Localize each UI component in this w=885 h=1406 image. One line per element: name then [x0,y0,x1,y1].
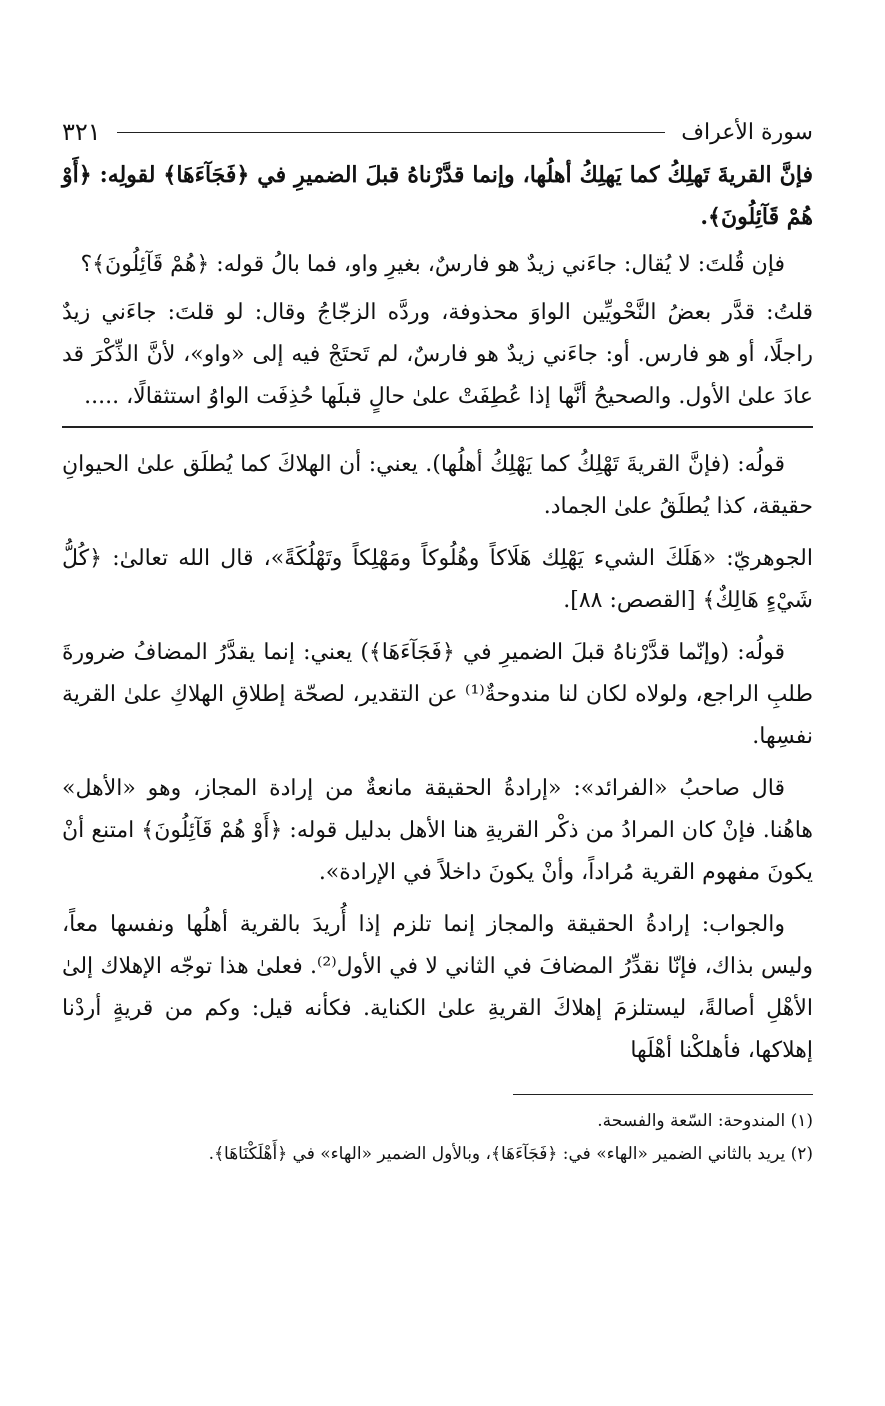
page-number: ٣٢١ [62,118,101,146]
commentary-paragraph: قال صاحبُ «الفرائد»: «إرادةُ الحقيقة مانعةٌ من إرادة المجاز، وهو «الأهل» هاهُنا. فإنْ كان المرادُ من ذكْر القريةِ هنا الأهل بدليل قوله: ﴿أَوْ هُمْ قَآئِلُونَ﴾ امتنع أنْ يكونَ مفهوم القرية مُراداً، وأنْ يكونَ داخلاً في الإرادة». [62,776,813,885]
main-paragraph: فإن قُلتَ: لا يُقال: جاءَني زيدٌ هو فارسٌ، بغيرِ واو، فما بالُ قوله: ﴿هُمْ قَآئِلُونَ﴾؟ [80,252,785,277]
commentary-paragraph: والجواب: إرادةُ الحقيقة والمجاز إنما تلزم إذا أُريدَ بالقرية أهلُها ونفسها معاً، وليس بذاك، فإنّا نقدِّرُ المضافَ في الثاني لا في الأول⁽²⁾. فعلىٰ هذا توجّه الإهلاك إلىٰ الأهْلِ أصالةً، ليستلزمَ إهلاكَ القريةِ علىٰ الكناية. فكأنه قيل: وكم من قريةٍ أردْنا إهلاكها، فأهلكْنا أهْلَها [62,912,813,1063]
surah-title: سورة الأعراف [681,119,813,145]
page-header [62,110,813,154]
footnote: (٢) يريد بالثاني الضمير «الهاء» في: ﴿فَجَآءَهَا﴾، وبالأول الضمير «الهاء» في ﴿أَهْلَكْنَاهَا﴾. [208,1144,813,1164]
book-page [62,110,813,1171]
commentary-paragraph: قولُه: (فإنَّ القريةَ تَهْلِكُ كما يَهْلِكُ أهلُها). يعني: أن الهلاكَ كما يُطلَق علىٰ الحيوانِ حقيقة، كذا يُطلَقُ علىٰ الجماد. [62,452,813,519]
section-divider [62,426,813,428]
main-paragraph: قلتُ: قدَّر بعضُ النَّحْويِّين الواوَ محذوفة، وردَّه الزجّاجُ وقال: لو قلتَ: جاءَني زيدٌ راجلًا، أو هو فارس. أو: جاءَني زيدٌ هو فارسٌ، لم تَحتَجْ فيه إلى «واو»، لأنَّ الذِّكْرَ قد عادَ علىٰ الأول. والصحيحُ أنَّها إذا عُطِفَتْ علىٰ حالٍ قبلَها حُذِفَت الواوُ استثقالًا، ..... [62,300,813,409]
commentary-paragraph: الجوهريّ: «هَلَكَ الشيء يَهْلِك هَلَاكاً وهُلُوكاً ومَهْلِكاً وتَهْلُكَةً»، قال الله تعالىٰ: ﴿كُلُّ شَيْءٍ هَالِكٌ﴾ [القصص: ٨٨]. [62,546,813,613]
header-rule [117,132,666,133]
footnote: (١) المندوحة: السّعة والفسحة. [597,1111,813,1131]
commentary-paragraph: قولُه: (وإنّما قدَّرْناهُ قبلَ الضميرِ في ﴿فَجَآءَهَا﴾) يعني: إنما يقدَّرُ المضافُ ضرورةَ طلبِ الراجع، ولولاه لكان لنا مندوحةٌ⁽¹⁾ عن التقدير، لصحّة إطلاقِ الهلاكِ علىٰ القرية نفسِها. [62,640,813,749]
footnote-divider [513,1094,813,1095]
main-text [62,154,813,418]
footnotes [62,1105,813,1171]
commentary-text [62,444,813,1072]
main-paragraph: فإنَّ القريةَ تَهلِكُ كما يَهلِكُ أهلُها، وإنما قدَّرْناهُ قبلَ الضميرِ في ﴿فَجَآءَهَا﴾ لقولِه: ﴿أَوْ هُمْ قَآئِلُونَ﴾. [62,162,813,230]
